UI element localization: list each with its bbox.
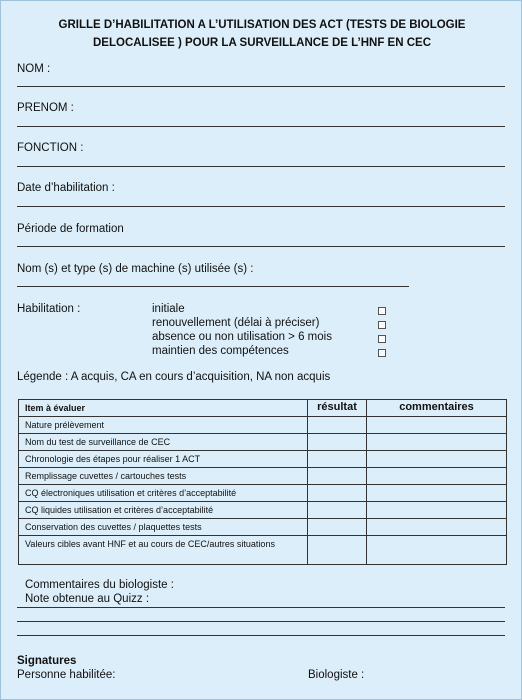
commentaires-cell[interactable] xyxy=(367,519,507,536)
table-row xyxy=(19,468,507,485)
date-habilitation-label: Date d’habilitation : xyxy=(17,182,115,194)
commentaires-cell[interactable] xyxy=(367,468,507,485)
resultat-cell[interactable] xyxy=(308,485,367,502)
checkbox-maintien[interactable] xyxy=(378,349,386,357)
table-row xyxy=(19,485,507,502)
header-commentaires: commentaires xyxy=(367,400,507,417)
comment-line-1[interactable] xyxy=(17,607,505,608)
legend-text: Légende : A acquis, CA en cours d’acquisition, NA non acquis xyxy=(17,371,331,383)
machine-label: Nom (s) et type (s) de machine (s) utilisée (s) : xyxy=(17,263,254,275)
date-habilitation-line[interactable] xyxy=(17,206,505,207)
resultat-cell[interactable] xyxy=(308,502,367,519)
option-renouvellement: renouvellement (délai à préciser) xyxy=(152,317,320,329)
resultat-cell[interactable] xyxy=(308,468,367,485)
commentaires-cell[interactable] xyxy=(367,451,507,468)
periode-formation-line[interactable] xyxy=(17,246,505,247)
item-cell: CQ électroniques utilisation et critères d’acceptabilité xyxy=(19,485,308,502)
resultat-cell[interactable] xyxy=(308,434,367,451)
table-row xyxy=(19,502,507,519)
fonction-line[interactable] xyxy=(17,166,505,167)
resultat-cell[interactable] xyxy=(308,519,367,536)
table-header-row xyxy=(19,400,507,417)
option-absence: absence ou non utilisation > 6 mois xyxy=(152,331,332,343)
header-resultat: résultat xyxy=(308,400,367,417)
form-title-line2: DELOCALISEE ) POUR LA SURVEILLANCE DE L’HNF EN CEC xyxy=(93,37,431,49)
prenom-line[interactable] xyxy=(17,126,505,127)
resultat-cell[interactable] xyxy=(308,536,367,565)
item-cell: Nom du test de surveillance de CEC xyxy=(19,434,308,451)
nom-line[interactable] xyxy=(17,86,505,87)
biologiste-label: Biologiste : xyxy=(308,669,365,681)
personne-habilitee-label: Personne habilitée: xyxy=(17,669,116,681)
checkbox-renouvellement[interactable] xyxy=(378,321,386,329)
commentaires-cell[interactable] xyxy=(367,536,507,565)
signatures-title: Signatures xyxy=(17,655,77,667)
table-row xyxy=(19,434,507,451)
checkbox-initiale[interactable] xyxy=(378,307,386,315)
table-row xyxy=(19,451,507,468)
item-cell: Remplissage cuvettes / cartouches tests xyxy=(19,468,308,485)
fonction-label: FONCTION : xyxy=(17,142,84,154)
commentaires-cell[interactable] xyxy=(367,434,507,451)
option-maintien: maintien des compétences xyxy=(152,345,289,357)
machine-line[interactable] xyxy=(17,286,409,287)
checkbox-absence[interactable] xyxy=(378,335,386,343)
table-row xyxy=(19,417,507,434)
commentaires-cell[interactable] xyxy=(367,417,507,434)
prenom-label: PRENOM : xyxy=(17,102,74,114)
option-initiale: initiale xyxy=(152,303,185,315)
header-item: Item à évaluer xyxy=(19,400,308,417)
item-cell: Chronologie des étapes pour réaliser 1 ACT xyxy=(19,451,308,468)
item-cell: Nature prélèvement xyxy=(19,417,308,434)
note-quizz-label: Note obtenue au Quizz : xyxy=(25,593,150,605)
item-cell: CQ liquides utilisation et critères d’acceptabilité xyxy=(19,502,308,519)
comment-line-2[interactable] xyxy=(17,621,505,622)
commentaires-cell[interactable] xyxy=(367,485,507,502)
item-cell: Conservation des cuvettes / plaquettes tests xyxy=(19,519,308,536)
commentaires-cell[interactable] xyxy=(367,502,507,519)
resultat-cell[interactable] xyxy=(308,417,367,434)
form-title-line1: GRILLE D’HABILITATION A L’UTILISATION DES ACT (TESTS DE BIOLOGIE xyxy=(58,19,466,31)
habilitation-label: Habilitation : xyxy=(17,303,81,315)
table-row xyxy=(19,536,507,565)
commentaires-biologiste-label: Commentaires du biologiste : xyxy=(25,579,174,591)
table-row xyxy=(19,519,507,536)
item-cell: Valeurs cibles avant HNF et au cours de CEC/autres situations xyxy=(19,536,308,565)
comment-line-3[interactable] xyxy=(17,635,505,636)
evaluation-table xyxy=(18,399,507,565)
periode-formation-label: Période de formation xyxy=(17,223,124,235)
nom-label: NOM : xyxy=(17,63,51,75)
resultat-cell[interactable] xyxy=(308,451,367,468)
